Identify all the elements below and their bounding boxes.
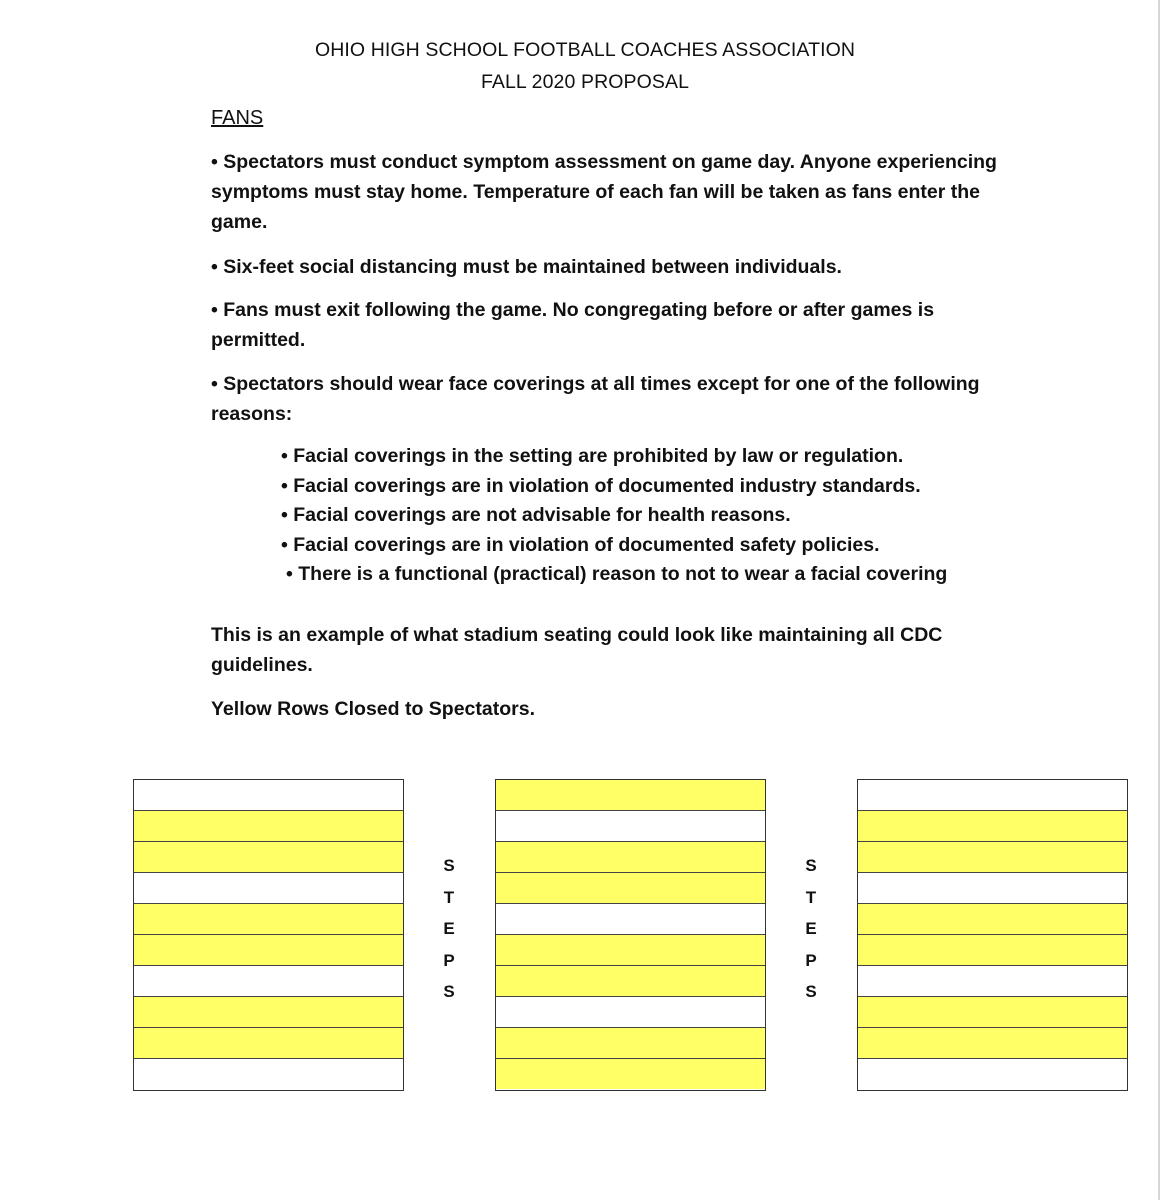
seat-row-closed [496,1028,765,1059]
seating-section-left [133,779,404,1091]
steps-letter: T [443,887,455,907]
seat-row-open [858,873,1127,904]
exception-item: • Facial coverings are in violation of documented safety policies. [281,533,880,556]
seat-row-closed [496,842,765,873]
steps-letter: S [443,856,455,875]
page-edge [1158,0,1160,1200]
exception-item: • Facial coverings in the setting are prohibited by law or regulation. [281,445,904,467]
face-covering-exceptions-list [281,442,1041,590]
steps-letter: E [443,919,455,938]
seat-row-open [496,811,765,842]
bullet-exit-following-game: • Fans must exit following the game. No congregating before or after games is permitted. [211,299,935,351]
seat-row-open [496,904,765,935]
bullet-symptom-assessment: • Spectators must conduct symptom assessment on game day. Anyone experiencing symptoms must stay home. Temperature of each fan will be taken as fans enter the game. [211,151,997,233]
seat-row-closed [496,966,765,997]
seat-row-open [858,966,1127,997]
steps-label-1 [434,850,464,1008]
seat-row-closed [858,935,1127,966]
document-subtitle: FALL 2020 PROPOSAL [480,71,690,93]
steps-letter: P [805,950,817,970]
bullet-face-coverings: • Spectators should wear face coverings at all times except for one of the following reasons: [211,373,980,425]
steps-letter: E [805,919,817,938]
exception-item: • There is a functional (practical) reason to not to wear a facial covering [286,563,948,585]
seat-row-open [134,780,403,811]
seat-row-open [496,997,765,1028]
seat-row-closed [134,811,403,842]
seat-row-closed [496,780,765,811]
seat-row-open [858,1059,1127,1089]
seat-row-open [134,873,403,904]
exception-item: • Facial coverings are not advisable for health reasons. [281,504,791,526]
seat-row-closed [134,842,403,873]
steps-letter: S [805,982,817,1001]
steps-letter: P [443,950,455,970]
steps-label-2 [796,850,826,1008]
bullet-social-distancing: • Six-feet social distancing must be maintained between individuals. [211,256,842,278]
document-title: OHIO HIGH SCHOOL FOOTBALL COACHES ASSOCIATION [314,39,856,61]
steps-letter: S [805,856,817,875]
seat-row-closed [134,904,403,935]
seat-row-closed [858,904,1127,935]
seating-example-text: This is an example of what stadium seating could look like maintaining all CDC guidelines. [211,624,943,676]
seat-row-open [858,780,1127,811]
seating-section-right [857,779,1128,1091]
seat-row-closed [858,842,1127,873]
seat-row-closed [496,873,765,904]
seat-row-closed [858,1028,1127,1059]
seating-legend-text: Yellow Rows Closed to Spectators. [211,698,535,720]
seat-row-closed [496,935,765,966]
steps-letter: T [805,887,817,907]
exception-item: • Facial coverings are in violation of documented industry standards. [281,474,921,497]
seat-row-closed [134,997,403,1028]
seat-row-open [134,1059,403,1089]
steps-letter: S [443,982,455,1001]
seat-row-closed [858,811,1127,842]
seat-row-closed [496,1059,765,1089]
seating-section-middle [495,779,766,1091]
section-heading-fans: FANS [211,107,264,129]
seat-row-closed [134,935,403,966]
seat-row-closed [858,997,1127,1028]
seat-row-open [134,966,403,997]
seat-row-closed [134,1028,403,1059]
